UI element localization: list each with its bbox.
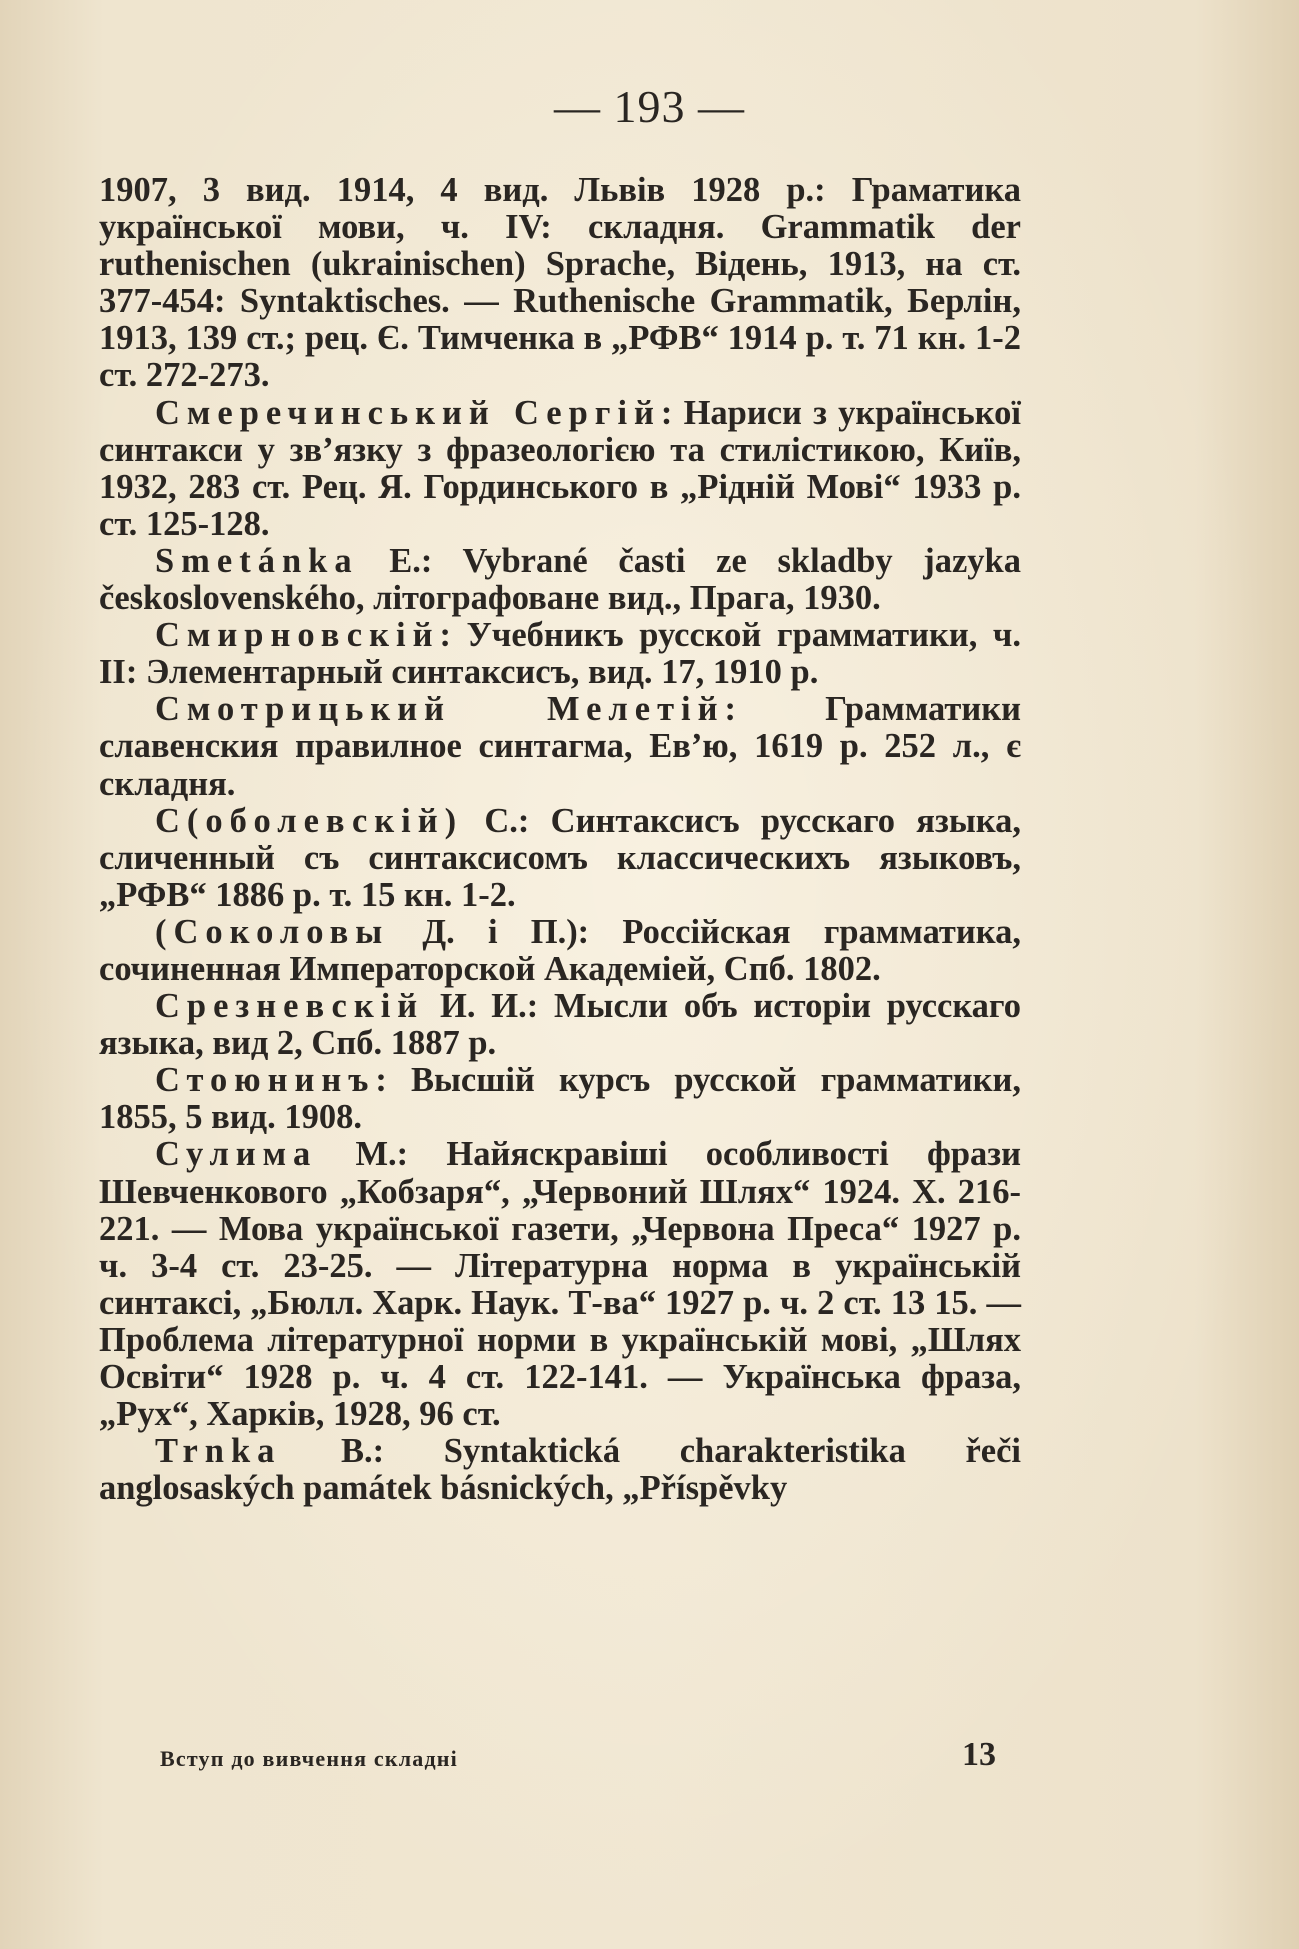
entry-author: Сулима xyxy=(155,1135,318,1174)
signature-mark: 13 xyxy=(962,1736,996,1773)
entry-author: Смирновскій xyxy=(155,616,440,655)
entry-text: М.: Найяскравіші особливості фрази Шевченкового „Кобзаря“, „Червоний Шлях“ 1924. X. 216-221. — Мова української газети, „Червона Преса“ 1927 р. ч. 3-4 ст. 23-25. — Літературна норма в українській синтаксі, „Бюлл. Харк. Наук. Т-ва“ 1927 р. ч. 2 ст. 13 15. — Проблема літературної норми в українській мові, „Шлях Освіти“ 1928 р. ч. 4 ст. 122-141. — Українська фраза, „Рух“, Харків, 1928, 96 ст. xyxy=(99,1135,1021,1434)
entry-author: Smetánka xyxy=(155,541,359,580)
page-number: — 193 — xyxy=(554,81,745,132)
entry-text: И. И.: Мысли объ исторіи русскаго языка, вид 2, Спб. 1887 р. xyxy=(99,987,1021,1063)
entry-text: B.: Syntaktická charakteristika řeči anglosaských památek básnických, „Příspěvky xyxy=(99,1432,1021,1508)
entry-text: 1907, 3 вид. 1914, 4 вид. Львів 1928 р.: Граматика української мови, ч. IV: складня. Grammatik der ruthenischen (ukrainischen) Sprache, Відень, 1913, на ст. 377-454: Syntaktisches. — Ruthenische Grammatik, Берлін, 1913, 139 ст.; рец. Є. Тимченка в „РФВ“ 1914 р. т. 71 кн. 1-2 ст. 272-273. xyxy=(99,171,1021,395)
entry-author: Стоюнинъ xyxy=(155,1061,376,1100)
bibliography-entry xyxy=(99,543,1021,617)
bibliography-entry xyxy=(99,395,1021,543)
bibliography-entry xyxy=(99,914,1021,988)
bibliography-entry xyxy=(99,691,1021,802)
entry-text: : Нариси з української синтакси у зв’язку з фразеологією та стилістикою, Київ, 1932, 283 ст. Рец. Я. Гординського в „Рідній Мові“ 1933 р. ст. 125-128. xyxy=(99,393,1021,543)
entry-text: : Грамматики славенския правилное синтагма, Ев’ю, 1619 р. 252 л., є складня. xyxy=(99,690,1021,803)
page-footer xyxy=(160,1726,996,1786)
entry-author: (Соколовы xyxy=(155,912,390,951)
bibliography-entry xyxy=(99,1136,1021,1433)
entry-author: С(оболевскій) xyxy=(155,801,464,840)
entry-author: Смотрицький Мелетій xyxy=(155,690,725,729)
entry-text: : Высшій курсъ русской грамматики, 1855, 5 вид. 1908. xyxy=(99,1061,1021,1137)
bibliography-text xyxy=(99,172,1021,1507)
entry-author: Срезневскій xyxy=(155,987,425,1026)
bibliography-entry xyxy=(99,803,1021,914)
entry-author: Trnka xyxy=(155,1432,282,1471)
entry-text: С.: Синтаксисъ русскаго языка, сличенный съ синтаксисомъ классическихъ языковъ, „РФВ“ 1886 р. т. 15 кн. 1-2. xyxy=(99,801,1021,914)
bibliography-entry xyxy=(99,172,1021,395)
entry-text: : Учебникъ русской грамматики, ч. II: Элементарный синтаксисъ, вид. 17, 1910 р. xyxy=(99,616,1021,692)
entry-text: E.: Vybrané časti ze skladby jazyka československého, літографоване вид., Прага, 1930. xyxy=(99,541,1021,618)
entry-text: Д. і П.): Россійская грамматика, сочиненная Императорской Академіей, Спб. 1802. xyxy=(99,912,1021,988)
bibliography-entry xyxy=(99,988,1021,1062)
bibliography-entry xyxy=(99,1433,1021,1507)
footer-title: Вступ до вивчення складні xyxy=(160,1746,458,1771)
bibliography-entry xyxy=(99,1062,1021,1136)
bibliography-entry xyxy=(99,617,1021,691)
entry-author: Смеречинський Сергій xyxy=(155,393,661,432)
